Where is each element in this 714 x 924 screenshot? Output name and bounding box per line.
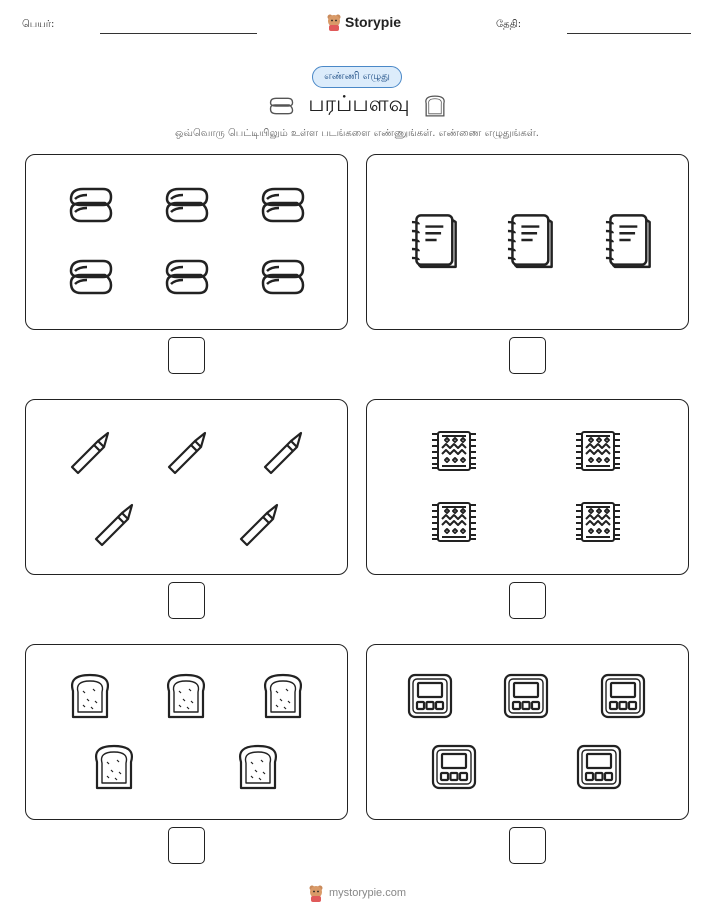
towel-icon [266,95,296,117]
mascot-icon [308,884,324,902]
toast-icon [161,671,211,721]
timer-icon [598,671,648,721]
crayon-icon [88,499,138,549]
toast-icon [258,671,308,721]
notebook-icon [499,208,555,272]
page-title [0,92,714,120]
notebook-icon [403,208,459,272]
towel-icon [161,253,211,303]
instructions: ஒவ்வொரு பெட்டியிலும் உள்ள படங்களை எண்ணுங்கள். எண்ணை எழுதுங்கள். [175,128,539,139]
date-label: தேதி: [496,19,522,30]
answer-box-2[interactable] [509,337,546,374]
toast-icon [233,742,283,792]
answer-box-3[interactable] [168,582,205,619]
count-panel-3 [25,399,348,575]
footer-url[interactable]: mystorypie.com [328,887,407,899]
towel-icon [65,181,115,231]
rug-icon [428,497,478,547]
footer [0,884,714,902]
logo-text: Storypie [345,14,402,30]
logo [326,13,401,31]
answer-box-5[interactable] [168,827,205,864]
toast-icon [89,742,139,792]
towel-icon [65,253,115,303]
answer-box-4[interactable] [509,582,546,619]
toast-icon [422,93,448,119]
crayon-icon [64,427,114,477]
timer-icon [574,742,624,792]
mascot-icon [326,13,342,31]
date-line[interactable] [567,33,691,34]
rug-icon [572,426,622,476]
toast-icon [65,671,115,721]
rug-icon [428,426,478,476]
answer-box-1[interactable] [168,337,205,374]
rug-icon [572,497,622,547]
timer-icon [501,671,551,721]
crayon-icon [257,427,307,477]
title-text: பரப்பளவு [308,92,410,117]
activity-badge: எண்ணி எழுது [312,66,402,88]
notebook-icon [597,208,653,272]
towel-icon [257,253,307,303]
crayon-icon [161,427,211,477]
name-label: பெயர்: [22,19,55,30]
towel-icon [257,181,307,231]
count-panel-4 [366,399,689,575]
name-line[interactable] [100,33,257,34]
timer-icon [405,671,455,721]
crayon-icon [233,499,283,549]
towel-icon [161,181,211,231]
answer-box-6[interactable] [509,827,546,864]
timer-icon [429,742,479,792]
